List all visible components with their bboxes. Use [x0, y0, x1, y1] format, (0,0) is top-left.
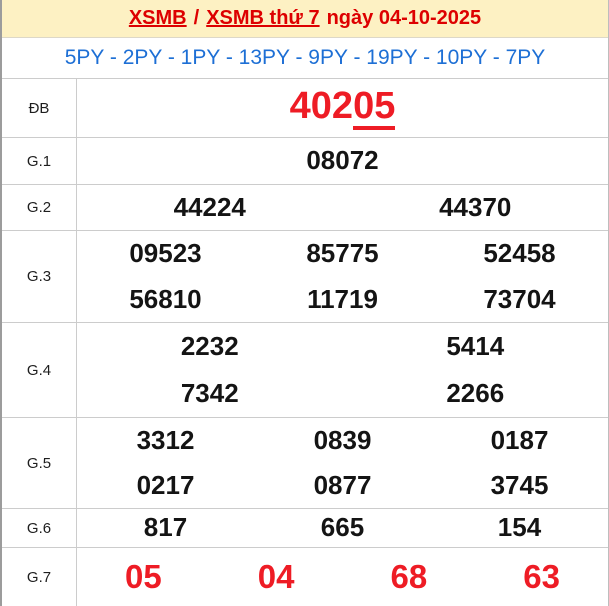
- prize-label-g5: G.5: [2, 418, 77, 508]
- prize-label-g2: G.2: [2, 185, 77, 230]
- header-date: ngày 04-10-2025: [326, 7, 482, 29]
- prize-number: 3745: [490, 469, 549, 500]
- prize-number-cell: [343, 330, 609, 361]
- prize-values-db: [77, 79, 608, 137]
- prize-number-cell: [254, 469, 431, 500]
- prize-number: 0187: [490, 424, 549, 455]
- prize-row-db: [2, 78, 608, 137]
- prize-label-g7: G.7: [2, 548, 77, 606]
- prize-number-cell: [431, 514, 608, 541]
- prize-values-g4: [77, 323, 608, 417]
- prize-number-cell: [77, 377, 343, 408]
- prize-line: [77, 240, 608, 267]
- prize-number: 63: [523, 557, 560, 595]
- prize-number: 44370: [439, 191, 512, 222]
- prize-number-cell: [77, 240, 254, 267]
- prize-number: 05: [125, 557, 162, 595]
- prize-values-g5: [77, 418, 608, 508]
- prize-number: 2232: [180, 330, 239, 361]
- prize-number-cell: [254, 424, 431, 455]
- prize-number-cell: [254, 283, 431, 314]
- prize-line: [77, 557, 608, 595]
- prize-number-cell: [343, 377, 609, 408]
- prize-number: 44224: [173, 191, 246, 222]
- prize-number: 0217: [136, 469, 195, 500]
- prize-number: 665: [320, 512, 365, 543]
- prize-number-cell: [431, 240, 608, 267]
- prize-number-cell: [77, 557, 210, 595]
- prize-number-cell: [77, 469, 254, 500]
- prize-number: 0877: [313, 469, 372, 500]
- prize-number-cell: [343, 191, 609, 222]
- special-prize-number: [289, 84, 396, 130]
- prize-number: 09523: [129, 238, 202, 269]
- prize-number-cell: [475, 557, 608, 595]
- prize-line: [77, 377, 608, 408]
- prize-number-cell: [77, 424, 254, 455]
- prize-line: [77, 191, 608, 222]
- prize-label-g3: G.3: [2, 231, 77, 322]
- prize-row-g3: [2, 230, 608, 322]
- prize-number-cell: [77, 283, 254, 314]
- prize-number: 04: [257, 557, 295, 595]
- prize-number-cell: [210, 557, 343, 595]
- prize-label-g6: G.6: [2, 509, 77, 547]
- prize-line: [77, 283, 608, 314]
- prize-number-cell: [77, 330, 343, 361]
- prize-label-db: ĐB: [2, 79, 77, 137]
- prize-number: 0839: [313, 424, 372, 455]
- prize-summary-line: 5PY - 2PY - 1PY - 13PY - 9PY - 19PY - 10PY - 7PY: [2, 38, 608, 78]
- prize-values-g2: [77, 185, 608, 230]
- prize-rows: [2, 78, 608, 606]
- prize-row-g2: [2, 184, 608, 230]
- prize-number: 56810: [129, 283, 202, 314]
- prize-line: [77, 84, 608, 130]
- prize-number: 73704: [483, 283, 556, 314]
- prize-label-g1: G.1: [2, 138, 77, 184]
- prize-number: 5414: [446, 330, 505, 361]
- prize-number: 52458: [483, 238, 556, 269]
- prize-number-cell: [77, 84, 608, 130]
- prize-line: [77, 330, 608, 361]
- prize-row-g6: [2, 508, 608, 547]
- prize-line: [77, 424, 608, 455]
- prize-number-cell: [77, 147, 608, 174]
- prize-row-g4: [2, 322, 608, 417]
- prize-number-cell: [431, 283, 608, 314]
- prize-number: 3312: [136, 424, 195, 455]
- prize-values-g6: [77, 509, 608, 547]
- prize-line: [77, 514, 608, 541]
- prize-number: 68: [390, 557, 428, 595]
- xsmb-day-link[interactable]: XSMB thứ 7: [206, 7, 320, 29]
- prize-number: 817: [143, 512, 188, 543]
- xsmb-link[interactable]: XSMB: [128, 7, 187, 29]
- prize-row-g5: [2, 417, 608, 508]
- prize-values-g1: [77, 138, 608, 184]
- db-number-underlined: 05: [353, 87, 395, 130]
- prize-number-cell: [343, 557, 476, 595]
- header-separator: /: [193, 7, 200, 29]
- prize-number-cell: [77, 514, 254, 541]
- prize-line: [77, 469, 608, 500]
- prize-values-g3: [77, 231, 608, 322]
- prize-line: [77, 147, 608, 174]
- prize-number: 11719: [307, 283, 378, 314]
- prize-values-g7: [77, 548, 608, 606]
- prize-number-cell: [254, 514, 431, 541]
- prize-number: 7342: [180, 377, 239, 408]
- prize-number: 154: [497, 512, 542, 543]
- prize-row-g7: [2, 547, 608, 606]
- results-header: [2, 0, 608, 38]
- prize-label-g4: G.4: [2, 323, 77, 417]
- prize-number-cell: [77, 191, 343, 222]
- prize-number-cell: [431, 424, 608, 455]
- prize-number: 2266: [446, 377, 505, 408]
- prize-row-g1: [2, 137, 608, 184]
- prize-number-cell: [254, 240, 431, 267]
- prize-number: 85775: [306, 238, 379, 269]
- prize-number: 08072: [306, 145, 379, 176]
- db-number-main: 402: [289, 84, 354, 127]
- prize-number-cell: [431, 469, 608, 500]
